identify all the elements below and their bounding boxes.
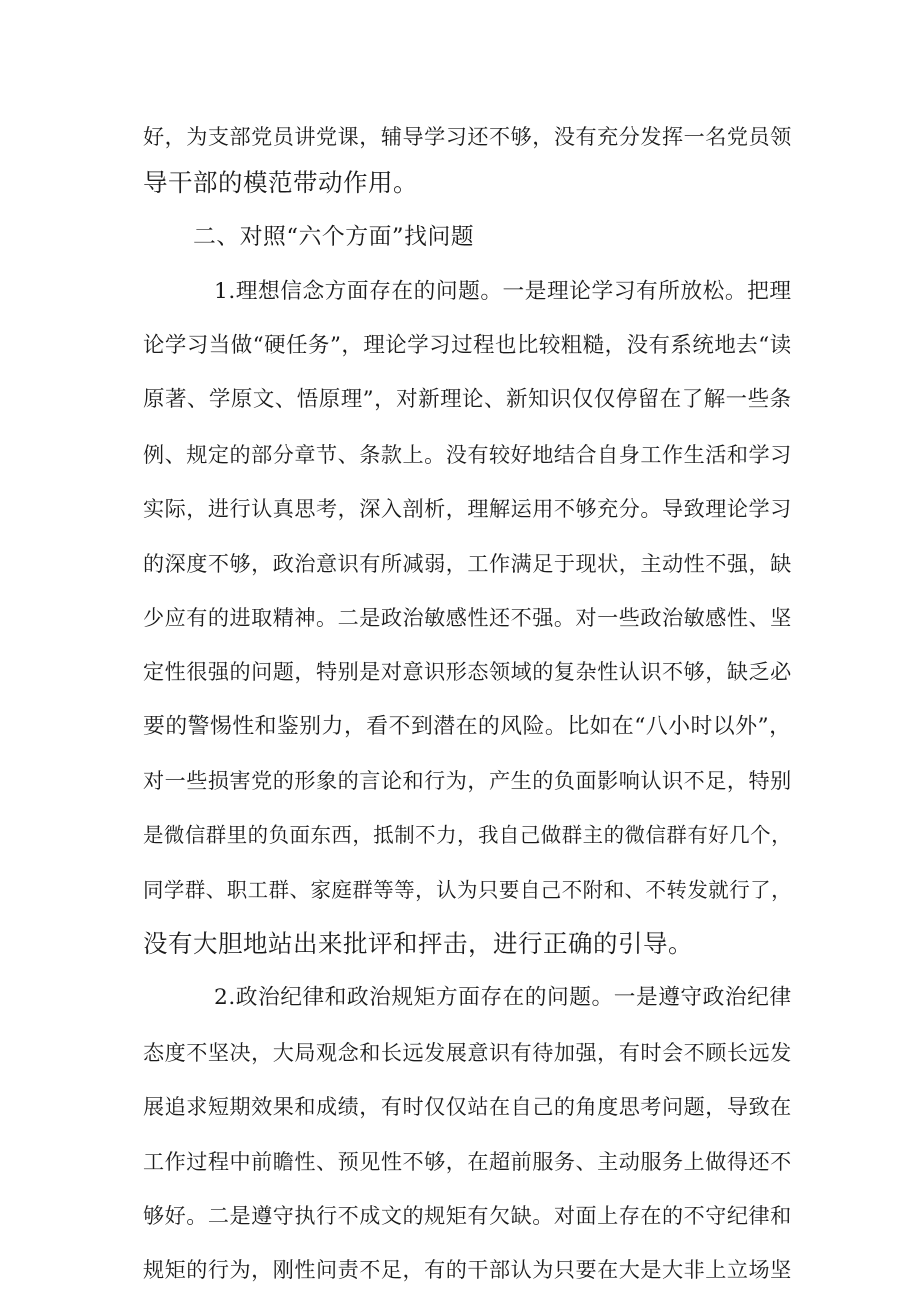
text-line: 实际，进行认真思考，深入剖析，理解运用不够充分。导致理论学习	[143, 496, 792, 521]
text-line: 规矩的行为，刚性问责不足，有的干部认为只要在大是大非上立场坚	[143, 1257, 792, 1282]
text-line: 是微信群里的负面东西，抵制不力，我自己做群主的微信群有好几个，	[143, 823, 793, 847]
paragraph-start: 1.理想信念方面存在的问题。一是理论学习有所放松。把理	[214, 279, 792, 304]
text-line: 没有大胆地站出来批评和抨击，进行正确的引导。	[143, 929, 693, 958]
text-line: 原著、学原文、悟原理”，对新理论、新知识仅仅停留在了解一些条	[143, 387, 792, 412]
paragraph-start: 2.政治纪律和政治规矩方面存在的问题。一是遵守政治纪律	[214, 985, 792, 1010]
text-line: 例、规定的部分章节、条款上。没有较好地结合自身工作生活和学习	[143, 442, 792, 467]
text-line: 够好。二是遵守执行不成文的规矩有欠缺。对面上存在的不守纪律和	[143, 1203, 792, 1228]
text-line: 少应有的进取精神。二是政治敏感性还不强。对一些政治敏感性、坚	[143, 605, 792, 630]
text-line: 好，为支部党员讲党课，辅导学习还不够，没有充分发挥一名党员领	[143, 124, 792, 149]
text-line: 工作过程中前瞻性、预见性不够，在超前服务、主动服务上做得还不	[143, 1149, 792, 1174]
text-line: 要的警惕性和鉴别力，看不到潜在的风险。比如在“八小时以外”，	[143, 714, 792, 739]
text-line: 同学群、职工群、家庭群等等，认为只要自己不附和、不转发就行了，	[143, 878, 793, 902]
text-line: 态度不坚决，大局观念和长远发展意识有待加强，有时会不顾长远发	[143, 1040, 792, 1065]
text-line: 导干部的模范带动作用。	[143, 168, 418, 197]
text-line: 的深度不够，政治意识有所减弱，工作满足于现状，主动性不强，缺	[143, 551, 792, 576]
text-line: 论学习当做“硬任务”，理论学习过程也比较粗糙，没有系统地去“读	[143, 333, 792, 358]
text-line: 定性很强的问题，特别是对意识形态领域的复杂性认识不够，缺乏必	[143, 659, 792, 684]
text-line: 展追求短期效果和成绩，有时仅仅站在自己的角度思考问题，导致在	[143, 1094, 792, 1119]
text-line: 对一些损害党的形象的言论和行为，产生的负面影响认识不足，特别	[143, 768, 792, 793]
section-heading: 二、对照“六个方面”找问题	[193, 224, 475, 250]
